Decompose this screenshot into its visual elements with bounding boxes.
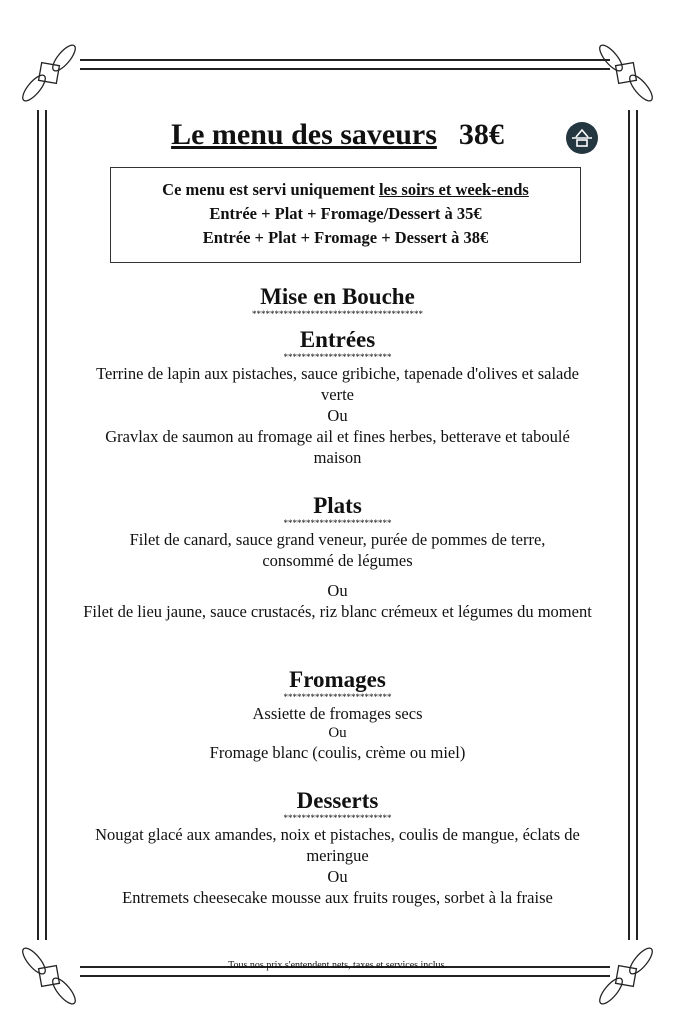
section-title: Fromages [289, 667, 386, 692]
formula-35: Entrée + Plat + Fromage/Dessert à 35€ [209, 204, 482, 223]
section-fromages [0, 667, 675, 763]
menu-item: Terrine de lapin aux pistaches, sauce gribiche, tapenade d'olives et salade verte [96, 364, 579, 404]
separator: ************************ [283, 692, 392, 702]
menu-item: Filet de canard, sauce grand veneur, purée de pommes de terre, consommé de légumes [129, 530, 546, 570]
section-title: Desserts [296, 788, 379, 813]
section-plats [0, 493, 675, 622]
fait-maison-icon [566, 122, 598, 154]
separator: ************************************** [252, 309, 423, 319]
info-text: Ce menu est servi uniquement [162, 180, 379, 199]
menu-item: Fromage blanc (coulis, crème ou miel) [209, 743, 466, 762]
border-line [80, 68, 610, 70]
corner-ornament-icon [18, 42, 80, 104]
menu-info-box [110, 167, 581, 263]
border-line [80, 59, 610, 61]
menu-item: Nougat glacé aux amandes, noix et pistaches, coulis de mangue, éclats de meringue [95, 825, 580, 865]
section-entrees [0, 327, 675, 468]
or-text: Ou [327, 867, 348, 886]
section-title: Entrées [299, 327, 376, 352]
footer-note: Tous nos prix s'entendent nets, taxes et services inclus. [228, 960, 447, 971]
separator: ************************ [283, 813, 392, 823]
section-title: Plats [313, 493, 362, 518]
or-text: Ou [328, 725, 347, 741]
corner-ornament-icon [595, 42, 657, 104]
separator: ************************ [283, 352, 392, 362]
menu-item: Entremets cheesecake mousse aux fruits rouges, sorbet à la fraise [122, 888, 553, 907]
or-text: Ou [327, 581, 348, 600]
separator: ************************ [283, 518, 392, 528]
section-title: Mise en Bouche [260, 284, 415, 309]
section-mise-en-bouche [0, 284, 675, 318]
or-text: Ou [327, 406, 348, 425]
title-text: Le menu des saveurs [171, 118, 437, 151]
corner-ornament-icon [595, 945, 657, 1007]
menu-item: Filet de lieu jaune, sauce crustacés, riz blanc crémeux et légumes du moment [83, 602, 592, 621]
formula-38: Entrée + Plat + Fromage + Dessert à 38€ [202, 228, 489, 247]
info-underlined: les soirs et week-ends [378, 180, 529, 199]
menu-item: Assiette de fromages secs [252, 704, 423, 723]
menu-item: Gravlax de saumon au fromage ail et fines herbes, betterave et taboulé maison [105, 427, 570, 467]
corner-ornament-icon [18, 945, 80, 1007]
section-desserts [0, 788, 675, 908]
border-line [80, 975, 610, 977]
menu-price: 38€ [458, 118, 504, 151]
